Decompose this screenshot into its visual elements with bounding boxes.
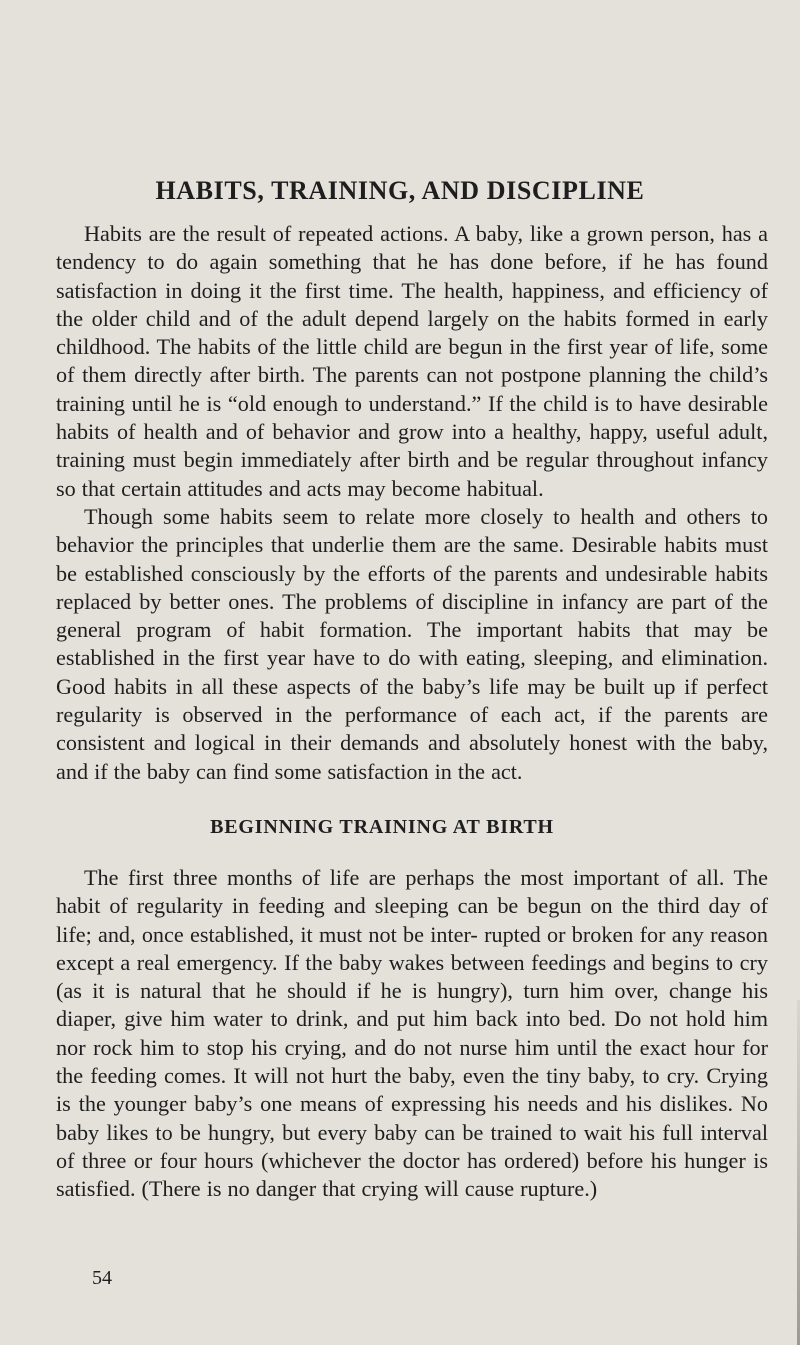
section-heading: BEGINNING TRAINING AT BIRTH <box>210 815 554 838</box>
page-title: HABITS, TRAINING, AND DISCIPLINE <box>155 176 645 205</box>
paragraph-habits-intro: Habits are the result of repeated actions. A baby, like a grown person, has a tendency to do again something that he has done before, if he has found satisfaction in doing it the first time. The health, happiness, and efficiency of the older child and of the adult depend largely on the habits formed in early childhood. The habits of the little child are begun in the first year of life, some of them directly after birth. The parents can not postpone planning the child’s training until he is “old enough to understand.” If the child is to have desirable habits of health and of behavior and grow into a healthy, happy, useful adult, training must begin immediately after birth and be regular throughout infancy so that certain attitudes and acts may become habitual. <box>56 221 768 501</box>
paragraph-habit-principles: Though some habits seem to relate more closely to health and others to behavior the principles that underlie them are the same. Desirable habits must be established consciously by the efforts of the parents and undesirable habits replaced by better ones. The problems of discipline in infancy are part of the general program of habit formation. The important habits that may be established in the first year have to do with eating, sleeping, and elimination. Good habits in all these aspects of the baby’s life may be built up if perfect regularity is observed in the performance of each act, if the parents are consistent and logical in their demands and absolutely honest with the baby, and if the baby can find some satisfaction in the act. <box>56 503 768 784</box>
page-body <box>56 220 768 1204</box>
paragraph-training-at-birth: The first three months of life are perhaps the most important of all. The habit of regularity in feeding and sleeping can be begun on the third day of life; and, once established, it must not be inter- rupted or broken for any reason except a real emergency. If the baby wakes between feedings and begins to cry (as it is natural that he should if he is hungry), turn him over, change his diaper, give him water to drink, and put him back into bed. Do not hold him nor rock him to stop his crying, and do not nurse him until the exact hour for the feeding comes. It will not hurt the baby, even the tiny baby, to cry. Crying is the younger baby’s one means of expressing his needs and his dislikes. No baby likes to be hungry, but every baby can be trained to wait his full interval of three or four hours (whichever the doctor has ordered) before his hunger is satisfied. (There is no danger that crying will cause rupture.) <box>56 864 768 1202</box>
page-number: 54 <box>92 1267 112 1289</box>
